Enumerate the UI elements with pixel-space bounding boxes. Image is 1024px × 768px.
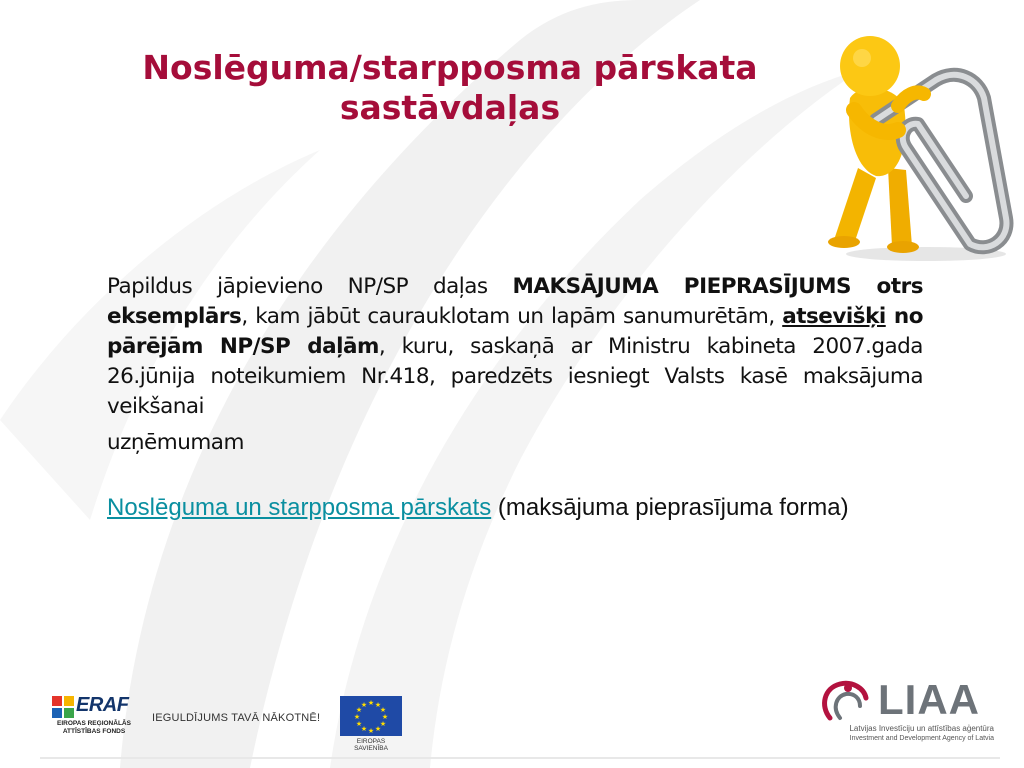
- paragraph-text-start: Papildus jāpievieno NP/SP daļas: [107, 274, 513, 299]
- svg-text:★: ★: [355, 720, 363, 728]
- svg-text:★: ★: [367, 699, 375, 707]
- paragraph-last-line: uzņēmumam: [107, 430, 244, 455]
- footer-divider: [40, 757, 1000, 759]
- svg-text:★: ★: [360, 701, 368, 709]
- liaa-swirl-icon: [818, 678, 878, 724]
- eraf-subtitle: [52, 720, 136, 736]
- svg-text:★: ★: [355, 706, 363, 714]
- eraf-logo-icon: [52, 692, 152, 744]
- requirements-paragraph: [107, 272, 923, 458]
- svg-text:★: ★: [367, 727, 375, 735]
- separately-emphasis: atsevišķi: [782, 304, 886, 329]
- slide-title-line-1: Noslēguma/starpposma pārskata: [142, 48, 758, 87]
- svg-text:★: ★: [379, 706, 387, 714]
- svg-text:★: ★: [379, 720, 387, 728]
- payment-request-emphasis: MAKSĀJUMA PIEPRASĪJUMS otrs eksemplārs: [107, 274, 923, 329]
- liaa-logo-icon: [812, 676, 994, 748]
- svg-text:★: ★: [374, 725, 382, 733]
- eraf-subtitle-line-1: EIROPAS REĢIONĀLĀS: [57, 720, 131, 727]
- eraf-squares-icon: [52, 696, 76, 720]
- eraf-name: ERAF: [76, 694, 129, 716]
- eraf-subtitle-line-2: ATTĪSTĪBAS FONDS: [62, 728, 126, 735]
- svg-text:★: ★: [360, 725, 368, 733]
- yellow-person-with-paperclip-icon: [806, 18, 1016, 263]
- eu-flag-icon: [340, 696, 402, 736]
- svg-text:★: ★: [374, 701, 382, 709]
- svg-text:★: ★: [381, 713, 389, 721]
- eu-label: EIROPAS SAVIENĪBA: [354, 738, 388, 752]
- liaa-subtitle-en: Investment and Development Agency of Latvia: [849, 735, 994, 742]
- paragraph-text-end: , kuru, saskaņā ar Ministru kabineta 2007.gada 26.jūnija noteikumiem Nr.418, paredzēts iesniegt Valsts kasē maksājuma veikšanai: [107, 334, 923, 419]
- report-link-paragraph: [107, 490, 923, 525]
- report-form-link[interactable]: Noslēguma un starpposma pārskats: [107, 494, 492, 521]
- liaa-name: LIAA: [878, 676, 980, 723]
- other-parts-emphasis: no pārējām NP/SP daļām: [107, 304, 924, 359]
- svg-text:★: ★: [353, 713, 361, 721]
- slide-title: [100, 48, 800, 128]
- slogan-text: IEGULDĪJUMS TAVĀ NĀKOTNĒ!: [152, 712, 321, 724]
- report-link-description: (maksājuma pieprasījuma forma): [491, 494, 849, 521]
- paragraph-text-middle: , kam jābūt caurauklotam un lapām sanumurētām,: [241, 304, 783, 329]
- slide-title-line-2: sastāvdaļas: [339, 88, 561, 127]
- liaa-subtitle-lv: Latvijas Investīciju un attīstības aģentūra: [849, 724, 994, 733]
